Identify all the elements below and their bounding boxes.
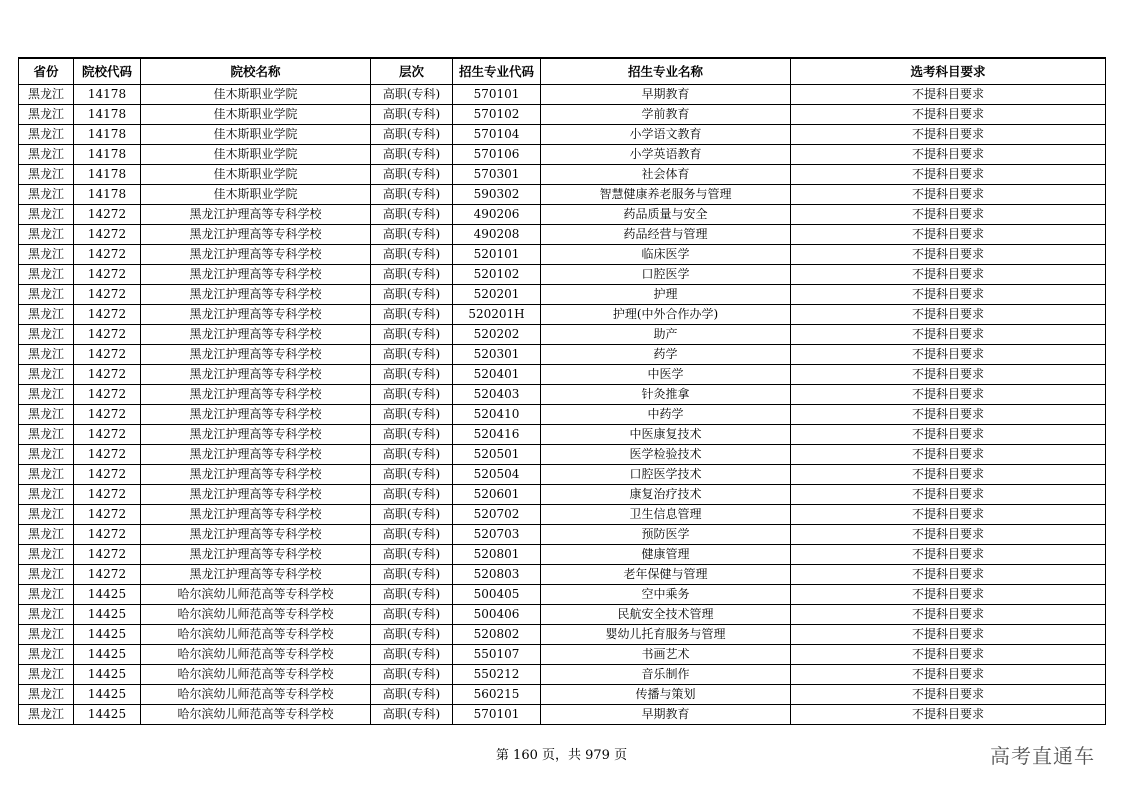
cell-major-code: 490206 [453,205,541,225]
cell-school-code: 14272 [74,265,141,285]
cell-school-code: 14425 [74,625,141,645]
cell-school-code: 14272 [74,405,141,425]
cell-major-code: 520601 [453,485,541,505]
table-row [19,465,1106,485]
cell-major-code: 570101 [453,705,541,725]
table-row [19,345,1106,365]
cell-school-name: 黑龙江护理高等专科学校 [141,445,371,465]
cell-major-code: 570301 [453,165,541,185]
cell-province: 黑龙江 [19,505,74,525]
cell-subject-requirement: 不提科目要求 [791,505,1106,525]
cell-school-code: 14272 [74,385,141,405]
cell-school-name: 佳木斯职业学院 [141,125,371,145]
cell-school-name: 黑龙江护理高等专科学校 [141,505,371,525]
header-subject-requirement: 选考科目要求 [791,58,1106,85]
cell-level: 高职(专科) [371,485,453,505]
cell-school-name: 黑龙江护理高等专科学校 [141,425,371,445]
table-row [19,225,1106,245]
cell-major-name: 卫生信息管理 [541,505,791,525]
cell-major-code: 520201H [453,305,541,325]
cell-school-name: 黑龙江护理高等专科学校 [141,285,371,305]
cell-school-code: 14272 [74,425,141,445]
header-major-code: 招生专业代码 [453,58,541,85]
cell-province: 黑龙江 [19,125,74,145]
cell-level: 高职(专科) [371,645,453,665]
cell-subject-requirement: 不提科目要求 [791,585,1106,605]
table-row [19,325,1106,345]
cell-school-name: 黑龙江护理高等专科学校 [141,345,371,365]
cell-school-code: 14272 [74,445,141,465]
cell-school-name: 哈尔滨幼儿师范高等专科学校 [141,645,371,665]
cell-level: 高职(专科) [371,665,453,685]
cell-level: 高职(专科) [371,265,453,285]
cell-province: 黑龙江 [19,345,74,365]
cell-school-name: 黑龙江护理高等专科学校 [141,365,371,385]
cell-major-code: 570101 [453,85,541,105]
cell-major-name: 社会体育 [541,165,791,185]
cell-major-name: 药品经营与管理 [541,225,791,245]
cell-school-name: 黑龙江护理高等专科学校 [141,205,371,225]
cell-school-name: 佳木斯职业学院 [141,105,371,125]
table-row [19,365,1106,385]
cell-school-name: 哈尔滨幼儿师范高等专科学校 [141,705,371,725]
cell-major-name: 空中乘务 [541,585,791,605]
table-row [19,405,1106,425]
cell-major-code: 560215 [453,685,541,705]
cell-major-name: 临床医学 [541,245,791,265]
table-row [19,445,1106,465]
cell-major-code: 520801 [453,545,541,565]
cell-school-name: 黑龙江护理高等专科学校 [141,545,371,565]
cell-major-name: 药学 [541,345,791,365]
cell-school-code: 14272 [74,565,141,585]
cell-major-name: 医学检验技术 [541,445,791,465]
table-row [19,505,1106,525]
cell-major-name: 婴幼儿托育服务与管理 [541,625,791,645]
table-row [19,185,1106,205]
table-row [19,625,1106,645]
cell-major-code: 520504 [453,465,541,485]
cell-school-code: 14272 [74,225,141,245]
table-header-row [19,58,1106,85]
cell-major-name: 音乐制作 [541,665,791,685]
cell-province: 黑龙江 [19,285,74,305]
cell-level: 高职(专科) [371,525,453,545]
table-row [19,125,1106,145]
table-row [19,485,1106,505]
cell-school-code: 14272 [74,205,141,225]
cell-subject-requirement: 不提科目要求 [791,365,1106,385]
cell-province: 黑龙江 [19,245,74,265]
cell-school-code: 14272 [74,505,141,525]
cell-school-name: 黑龙江护理高等专科学校 [141,465,371,485]
cell-subject-requirement: 不提科目要求 [791,285,1106,305]
cell-school-code: 14178 [74,165,141,185]
cell-school-name: 哈尔滨幼儿师范高等专科学校 [141,605,371,625]
header-province: 省份 [19,58,74,85]
cell-major-code: 520401 [453,365,541,385]
cell-major-code: 520703 [453,525,541,545]
cell-province: 黑龙江 [19,85,74,105]
cell-province: 黑龙江 [19,665,74,685]
cell-level: 高职(专科) [371,585,453,605]
cell-school-code: 14425 [74,585,141,605]
cell-school-code: 14178 [74,145,141,165]
page-number: 第 160 页，共 979 页 [495,748,628,763]
cell-level: 高职(专科) [371,225,453,245]
cell-level: 高职(专科) [371,205,453,225]
cell-province: 黑龙江 [19,605,74,625]
cell-province: 黑龙江 [19,145,74,165]
cell-level: 高职(专科) [371,465,453,485]
table-row [19,665,1106,685]
cell-school-code: 14272 [74,345,141,365]
cell-major-code: 520201 [453,285,541,305]
cell-major-code: 570106 [453,145,541,165]
cell-subject-requirement: 不提科目要求 [791,605,1106,625]
cell-school-code: 14425 [74,665,141,685]
cell-school-name: 黑龙江护理高等专科学校 [141,245,371,265]
cell-level: 高职(专科) [371,325,453,345]
cell-level: 高职(专科) [371,685,453,705]
cell-school-name: 佳木斯职业学院 [141,185,371,205]
cell-subject-requirement: 不提科目要求 [791,85,1106,105]
cell-school-name: 哈尔滨幼儿师范高等专科学校 [141,685,371,705]
cell-province: 黑龙江 [19,585,74,605]
cell-level: 高职(专科) [371,85,453,105]
table-row [19,585,1106,605]
cell-major-code: 520101 [453,245,541,265]
cell-subject-requirement: 不提科目要求 [791,665,1106,685]
table-row [19,165,1106,185]
table-row [19,145,1106,165]
cell-level: 高职(专科) [371,185,453,205]
cell-school-name: 黑龙江护理高等专科学校 [141,265,371,285]
cell-major-name: 中药学 [541,405,791,425]
table-row [19,565,1106,585]
cell-province: 黑龙江 [19,265,74,285]
cell-province: 黑龙江 [19,705,74,725]
cell-province: 黑龙江 [19,485,74,505]
cell-school-name: 黑龙江护理高等专科学校 [141,225,371,245]
cell-major-name: 助产 [541,325,791,345]
cell-school-code: 14425 [74,605,141,625]
table-row [19,685,1106,705]
cell-province: 黑龙江 [19,565,74,585]
cell-province: 黑龙江 [19,325,74,345]
table-body [19,85,1106,725]
cell-major-name: 健康管理 [541,545,791,565]
cell-major-code: 520501 [453,445,541,465]
cell-major-code: 500406 [453,605,541,625]
cell-subject-requirement: 不提科目要求 [791,645,1106,665]
cell-subject-requirement: 不提科目要求 [791,485,1106,505]
cell-province: 黑龙江 [19,365,74,385]
cell-major-code: 550107 [453,645,541,665]
cell-level: 高职(专科) [371,565,453,585]
cell-school-code: 14272 [74,525,141,545]
cell-subject-requirement: 不提科目要求 [791,385,1106,405]
cell-major-code: 520416 [453,425,541,445]
cell-school-name: 哈尔滨幼儿师范高等专科学校 [141,585,371,605]
table-row [19,385,1106,405]
cell-major-code: 490208 [453,225,541,245]
cell-school-name: 佳木斯职业学院 [141,165,371,185]
cell-province: 黑龙江 [19,425,74,445]
cell-subject-requirement: 不提科目要求 [791,405,1106,425]
cell-major-code: 520702 [453,505,541,525]
table-row [19,85,1106,105]
cell-major-code: 520301 [453,345,541,365]
cell-province: 黑龙江 [19,545,74,565]
cell-major-code: 520802 [453,625,541,645]
cell-major-name: 中医康复技术 [541,425,791,445]
cell-school-code: 14178 [74,185,141,205]
table-row [19,285,1106,305]
cell-school-code: 14425 [74,705,141,725]
cell-school-name: 黑龙江护理高等专科学校 [141,405,371,425]
cell-major-code: 520202 [453,325,541,345]
subject-requirements-table [18,57,1106,725]
cell-level: 高职(专科) [371,305,453,325]
header-school-code: 院校代码 [74,58,141,85]
cell-school-name: 黑龙江护理高等专科学校 [141,305,371,325]
cell-major-name: 民航安全技术管理 [541,605,791,625]
cell-level: 高职(专科) [371,365,453,385]
cell-major-name: 小学英语教育 [541,145,791,165]
table-row [19,305,1106,325]
table-row [19,205,1106,225]
cell-province: 黑龙江 [19,405,74,425]
cell-level: 高职(专科) [371,385,453,405]
cell-subject-requirement: 不提科目要求 [791,125,1106,145]
cell-province: 黑龙江 [19,185,74,205]
table-row [19,705,1106,725]
cell-major-name: 小学语文教育 [541,125,791,145]
cell-school-code: 14272 [74,305,141,325]
cell-school-code: 14178 [74,85,141,105]
cell-subject-requirement: 不提科目要求 [791,185,1106,205]
cell-subject-requirement: 不提科目要求 [791,465,1106,485]
cell-school-code: 14272 [74,545,141,565]
header-school-name: 院校名称 [141,58,371,85]
cell-subject-requirement: 不提科目要求 [791,245,1106,265]
header-major-name: 招生专业名称 [541,58,791,85]
table-row [19,525,1106,545]
cell-level: 高职(专科) [371,125,453,145]
cell-school-name: 黑龙江护理高等专科学校 [141,525,371,545]
cell-level: 高职(专科) [371,545,453,565]
cell-school-code: 14178 [74,125,141,145]
cell-major-name: 护理(中外合作办学) [541,305,791,325]
cell-province: 黑龙江 [19,465,74,485]
watermark-logo-text: 高考直通车 [990,744,1095,768]
cell-major-name: 学前教育 [541,105,791,125]
cell-subject-requirement: 不提科目要求 [791,425,1106,445]
cell-province: 黑龙江 [19,225,74,245]
cell-major-name: 针灸推拿 [541,385,791,405]
cell-subject-requirement: 不提科目要求 [791,105,1106,125]
cell-subject-requirement: 不提科目要求 [791,625,1106,645]
cell-province: 黑龙江 [19,205,74,225]
cell-level: 高职(专科) [371,245,453,265]
cell-subject-requirement: 不提科目要求 [791,565,1106,585]
cell-subject-requirement: 不提科目要求 [791,205,1106,225]
cell-level: 高职(专科) [371,145,453,165]
cell-major-name: 早期教育 [541,705,791,725]
cell-subject-requirement: 不提科目要求 [791,325,1106,345]
cell-school-code: 14272 [74,325,141,345]
cell-major-name: 护理 [541,285,791,305]
cell-province: 黑龙江 [19,105,74,125]
cell-subject-requirement: 不提科目要求 [791,445,1106,465]
cell-province: 黑龙江 [19,445,74,465]
cell-major-code: 520102 [453,265,541,285]
cell-province: 黑龙江 [19,625,74,645]
cell-subject-requirement: 不提科目要求 [791,265,1106,285]
cell-major-code: 500405 [453,585,541,605]
cell-subject-requirement: 不提科目要求 [791,345,1106,365]
cell-major-name: 传播与策划 [541,685,791,705]
cell-school-name: 佳木斯职业学院 [141,85,371,105]
table-row [19,645,1106,665]
cell-school-name: 黑龙江护理高等专科学校 [141,385,371,405]
cell-school-name: 黑龙江护理高等专科学校 [141,485,371,505]
table-row [19,245,1106,265]
table-row [19,425,1106,445]
cell-subject-requirement: 不提科目要求 [791,525,1106,545]
cell-major-name: 早期教育 [541,85,791,105]
cell-major-name: 中医学 [541,365,791,385]
cell-subject-requirement: 不提科目要求 [791,145,1106,165]
cell-level: 高职(专科) [371,105,453,125]
cell-major-code: 570102 [453,105,541,125]
cell-subject-requirement: 不提科目要求 [791,685,1106,705]
cell-province: 黑龙江 [19,305,74,325]
cell-school-code: 14178 [74,105,141,125]
cell-school-name: 哈尔滨幼儿师范高等专科学校 [141,625,371,645]
table-row [19,545,1106,565]
cell-major-code: 550212 [453,665,541,685]
cell-school-code: 14272 [74,485,141,505]
cell-subject-requirement: 不提科目要求 [791,545,1106,565]
cell-major-name: 书画艺术 [541,645,791,665]
cell-major-name: 药品质量与安全 [541,205,791,225]
cell-school-code: 14272 [74,245,141,265]
table-row [19,105,1106,125]
cell-school-code: 14272 [74,285,141,305]
cell-level: 高职(专科) [371,345,453,365]
table-row [19,265,1106,285]
table-row [19,605,1106,625]
cell-province: 黑龙江 [19,645,74,665]
cell-level: 高职(专科) [371,165,453,185]
cell-major-code: 520410 [453,405,541,425]
cell-level: 高职(专科) [371,625,453,645]
cell-major-code: 520403 [453,385,541,405]
cell-school-code: 14272 [74,465,141,485]
cell-province: 黑龙江 [19,165,74,185]
cell-school-name: 哈尔滨幼儿师范高等专科学校 [141,665,371,685]
cell-province: 黑龙江 [19,525,74,545]
cell-major-name: 口腔医学 [541,265,791,285]
cell-subject-requirement: 不提科目要求 [791,225,1106,245]
cell-major-code: 570104 [453,125,541,145]
cell-subject-requirement: 不提科目要求 [791,165,1106,185]
cell-subject-requirement: 不提科目要求 [791,305,1106,325]
cell-major-name: 智慧健康养老服务与管理 [541,185,791,205]
cell-level: 高职(专科) [371,445,453,465]
cell-major-name: 预防医学 [541,525,791,545]
cell-province: 黑龙江 [19,685,74,705]
cell-province: 黑龙江 [19,385,74,405]
cell-major-name: 老年保健与管理 [541,565,791,585]
cell-school-code: 14425 [74,685,141,705]
cell-school-code: 14425 [74,645,141,665]
cell-school-name: 佳木斯职业学院 [141,145,371,165]
cell-level: 高职(专科) [371,425,453,445]
cell-level: 高职(专科) [371,285,453,305]
cell-school-name: 黑龙江护理高等专科学校 [141,325,371,345]
cell-major-name: 口腔医学技术 [541,465,791,485]
cell-level: 高职(专科) [371,605,453,625]
cell-level: 高职(专科) [371,505,453,525]
cell-major-code: 590302 [453,185,541,205]
header-level: 层次 [371,58,453,85]
cell-level: 高职(专科) [371,405,453,425]
cell-school-code: 14272 [74,365,141,385]
cell-subject-requirement: 不提科目要求 [791,705,1106,725]
cell-level: 高职(专科) [371,705,453,725]
cell-school-name: 黑龙江护理高等专科学校 [141,565,371,585]
cell-major-name: 康复治疗技术 [541,485,791,505]
cell-major-code: 520803 [453,565,541,585]
